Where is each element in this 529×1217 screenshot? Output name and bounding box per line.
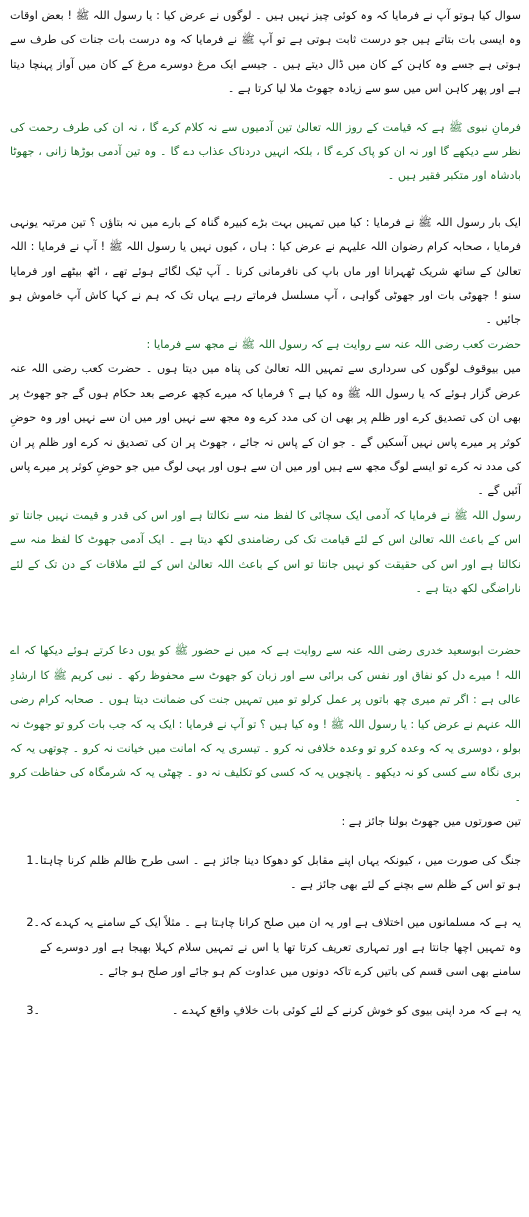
list-item-number: 1۔	[26, 853, 40, 867]
paragraph-three-cases-heading: تین صورتوں میں جھوٹ بولنا جائز ہے :	[341, 815, 521, 829]
list-item-reconciliation	[10, 911, 521, 984]
list-item-text: یہ ہے کہ مرد اپنی بیوی کو خوش کرنے کے لئے کوئی بات خلافِ واقع کہدے ۔	[172, 1003, 521, 1017]
list-item-text: جنگ کی صورت میں ، کیونکہ یہاں اپنے مقابل کو دھوکا دینا جائز ہے ۔ اسی طرح ظالم ظلم کرنا چاہتا ہو تو اس کے ظلم سے بچنے کے لئے بھی جائز ہے ۔	[40, 853, 521, 891]
paragraph-soothsayer: سوال کیا ہوتو آپ نے فرمایا کہ وہ کوئی چیز نہیں ہیں ۔ لوگوں نے عرض کیا : یا رسول اللہ ﷺ ! بعض اوقات وہ ایسی بات بتاتے ہیں جو درست ثابت ہوتی ہے تو آپ ﷺ نے فرمایا کہ وہ درست بات جنات کی طرف سے ہوتی ہے جسے وہ کاہن کے کان میں ڈال دیتے ہیں ۔ جیسے ایک مرغ دوسرے مرغ کے کان میں آواز پہنچا دیتا ہے اور پھر کاہن اس میں سو سے زیادہ جھوٹ ملا لیا کرتا ہے ۔	[10, 9, 521, 96]
list-item-text: یہ ہے کہ مسلمانوں میں اختلاف ہے اور یہ ان میں صلح کرانا چاہتا ہے ۔ مثلاً ایک کے سامنے یہ کہدے کہ وہ تمہیں اچھا جانتا ہے اور تمہاری تعریف کرتا تھا یا اس نے تمہیں سلام کہلا بھیجا ہے اور دوسرے کے سامنے بھی اسی قسم کی باتیں کرے تاکہ دونوں میں عداوت کم ہو جائے اور صلح ہو جائے ۔	[40, 916, 521, 979]
paragraph-three-men: فرمانِ نبوی ﷺ ہے کہ قیامت کے روز اللہ تعالیٰ تین آدمیوں سے نہ کلام کرے گا ، نہ ان کی طرف رحمت کی نظر سے دیکھے گا اور نہ ان کو پاک کرے گا ، بلکہ انہیں دردناک عذاب دے گا ۔ وہ تین آدمی بوڑھا زانی ، جھوٹا بادشاہ اور متکبر فقیر ہیں ۔	[10, 120, 521, 183]
paragraph-foolish-rulers: میں بیوقوف لوگوں کی سرداری سے تمہیں اللہ تعالیٰ کی پناہ میں دیتا ہوں ۔ حضرت کعب رضی اللہ عنہ عرض گزار ہوئے کہ یا رسول اللہ ﷺ وہ کیا ہے ؟ فرمایا کہ میرے کچھ عرصے بعد حکام ہوں گے جو جھوٹ پر بھی ان کی تصدیق کرے اور ظلم پر بھی ان کی مدد کرے وہ مجھ سے نہیں اور میں ان سے نہیں اور وہ حوضِ کوثر پر میرے پاس نہیں آسکیں گے ۔ جو ان کے پاس نہ جائے ، جھوٹ پر ان کی تصدیق نہ کرے اور ظلم پر ان کی مدد نہ کرے تو ایسے لوگ مجھ سے ہیں اور میں ان سے ہوں اور یہی لوگ میں جو حوضِ کوثر پر میرے پاس آئیں گے ۔	[10, 362, 521, 498]
list-item-war	[10, 849, 521, 898]
list-item-number: 3۔	[26, 1003, 40, 1017]
list-item-spouse	[10, 999, 521, 1023]
paragraph-six-things: حضرت ابوسعید خدری رضی اللہ عنہ سے روایت ہے کہ میں نے حضور ﷺ کو یوں دعا کرتے ہوئے دیکھا کہ اے اللہ ! میرے دل کو نفاق اور نفس کی برائی سے اور زبان کو جھوٹ سے محفوظ رکھ ۔ نبی کریم ﷺ کا ارشادِ عالی ہے : اگر تم میری چھ باتوں پر عمل کرلو تو میں تمہیں جنت کی ضمانت دیتا ہوں ۔ صحابہ کرام رضی اللہ عنہم نے عرض کیا : یا رسول اللہ ﷺ ! وہ کیا ہیں ؟ تو آپ نے فرمایا : ایک یہ کہ جب بات کرو تو جھوٹ نہ بولو ، دوسری یہ کہ وعدہ کرو تو وعدہ خلافی نہ کرو ۔ تیسری یہ کہ امانت میں خیانت نہ کرو ۔ چوتھی یہ کہ بری نگاہ سے کسی کو نہ دیکھو ۔ پانچویں یہ کہ کسی کو تکلیف نہ دو ۔ چھٹی یہ کہ شرمگاہ کی حفاظت کرو ۔	[10, 644, 521, 804]
paragraph-truthful-word: رسول اللہ ﷺ نے فرمایا کہ آدمی ایک سچائی کا لفظ منہ سے نکالتا ہے اور اس کی قدر و قیمت نہیں جانتا تو اس کے باعث اللہ تعالیٰ اس کے لئے قیامت تک کی رضامندی لکھ دیتا ہے ۔ ایک آدمی جھوٹ کا لفظ منہ سے نکالتا ہے اور اس کی حقیقت کو نہیں جانتا تو اس کے باعث اللہ تعالیٰ اس کے لئے ملاقات کے دن تک کے لئے ناراضگی لکھ دیتا ہے ۔	[10, 508, 521, 595]
paragraph-major-sins: ایک بار رسول اللہ ﷺ نے فرمایا : کیا میں تمہیں بہت بڑے کبیرہ گناہ کے بارے میں نہ بتاؤں ؟ تین مرتبہ یونہی فرمایا ، صحابہ کرام رضوان اللہ علیہم نے عرض کیا : ہاں ، کیوں نہیں یا رسول اللہ ﷺ ! آپ نے فرمایا : اللہ تعالیٰ کے ساتھ شریک ٹھہرانا اور ماں باپ کی نافرمانی کرنا ۔ آپ ٹیک لگائے ہوئے تھے ، اٹھ بیٹھے اور فرمایا سنو ! جھوٹی بات اور جھوٹی گواہی ، آپ مسلسل فرماتے رہے یہاں تک کہ ہم نے کہا کاش آپ خاموش ہو جائیں ۔	[10, 215, 521, 327]
paragraph-kaab-intro: حضرت کعب رضی اللہ عنہ سے روایت ہے کہ رسول اللہ ﷺ نے مجھ سے فرمایا :	[146, 337, 521, 351]
list-item-number: 2۔	[26, 916, 40, 930]
